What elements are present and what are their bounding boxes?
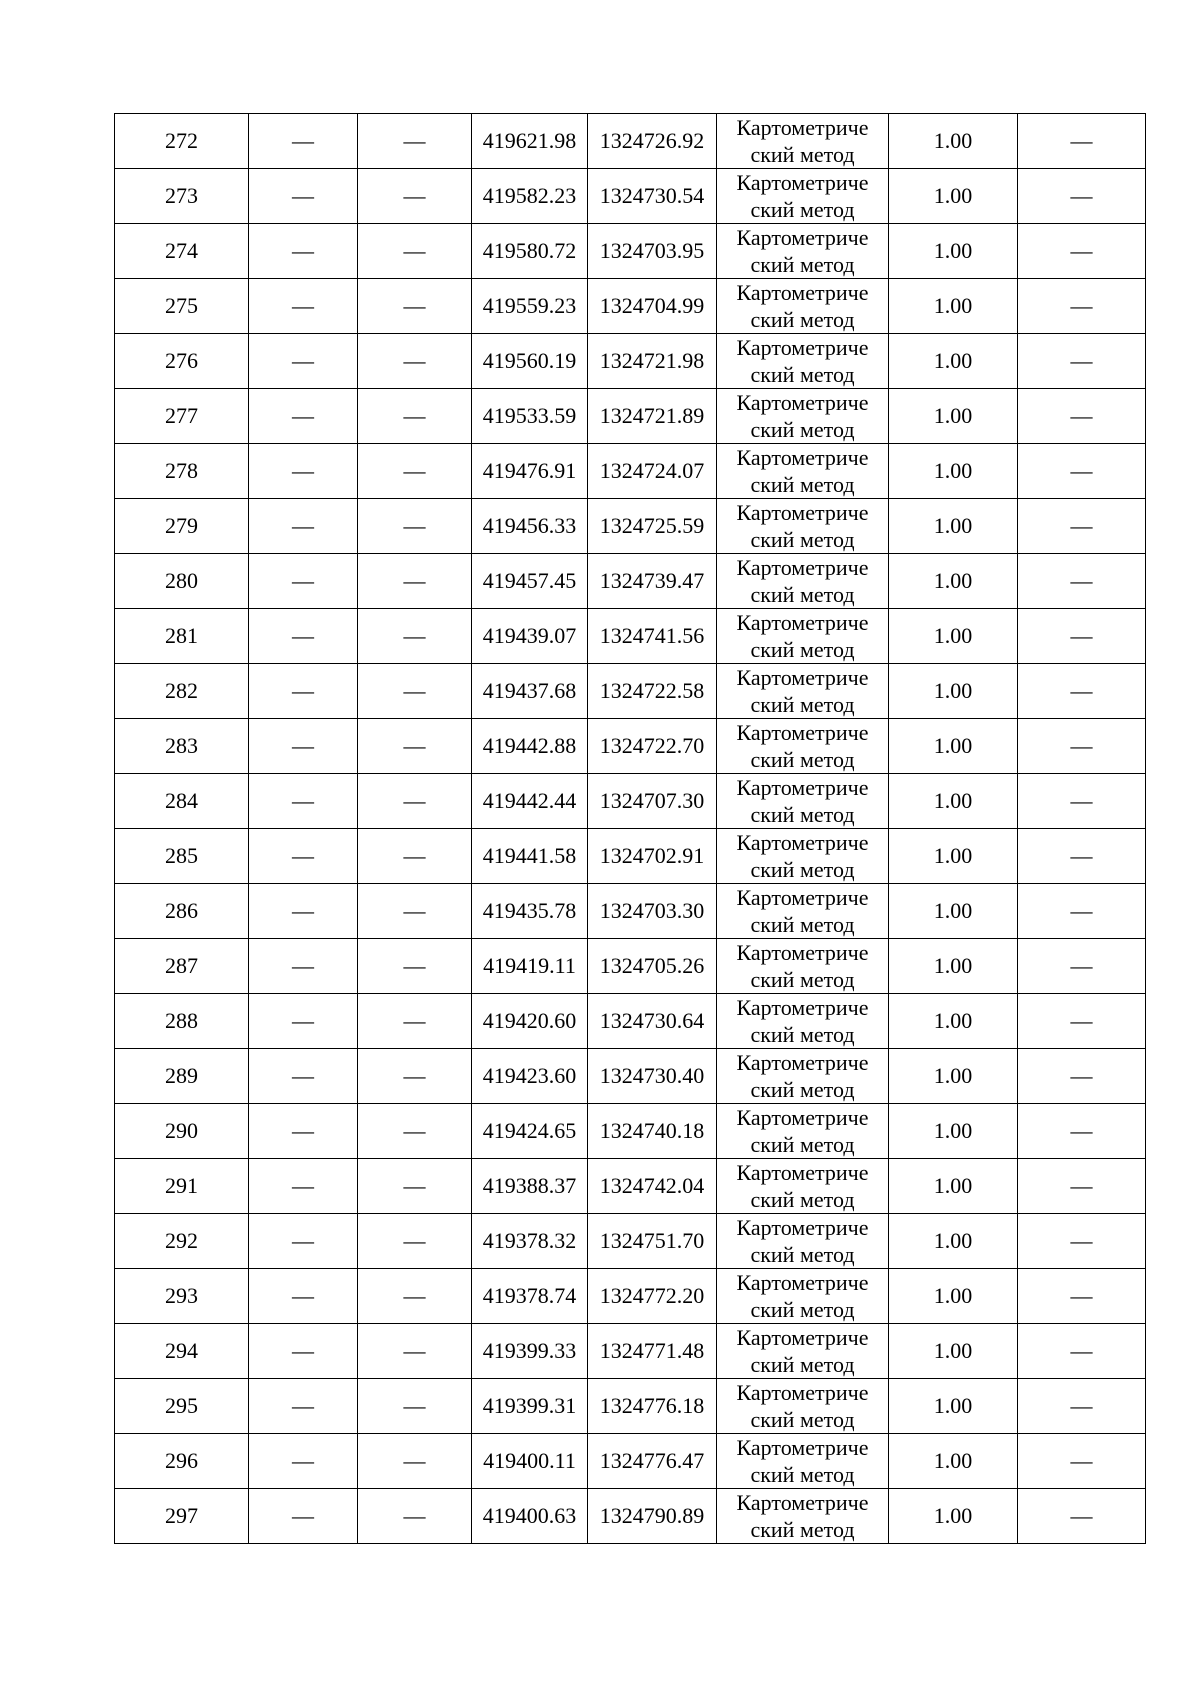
dash-cell: — bbox=[1018, 169, 1146, 224]
dash-cell: — bbox=[249, 1049, 358, 1104]
method-cell bbox=[717, 829, 889, 884]
dash-cell: — bbox=[249, 829, 358, 884]
method-text-line1: Картометриче bbox=[736, 390, 869, 415]
table-row bbox=[115, 994, 1146, 1049]
accuracy-cell: 1.00 bbox=[889, 114, 1018, 169]
method-text-line2: ский метод bbox=[750, 1407, 855, 1432]
y-coordinate-cell: 1324742.04 bbox=[588, 1159, 717, 1214]
method-text-line1: Картометриче bbox=[736, 500, 869, 525]
accuracy-cell: 1.00 bbox=[889, 884, 1018, 939]
dash-cell: — bbox=[249, 169, 358, 224]
method-cell bbox=[717, 609, 889, 664]
x-coordinate-cell: 419621.98 bbox=[472, 114, 588, 169]
y-coordinate-cell: 1324721.98 bbox=[588, 334, 717, 389]
x-coordinate-cell: 419424.65 bbox=[472, 1104, 588, 1159]
accuracy-cell: 1.00 bbox=[889, 444, 1018, 499]
method-text-line1: Картометриче bbox=[736, 720, 869, 745]
point-number-cell: 290 bbox=[115, 1104, 249, 1159]
dash-cell: — bbox=[249, 1214, 358, 1269]
table-row bbox=[115, 829, 1146, 884]
dash-cell: — bbox=[1018, 884, 1146, 939]
method-cell bbox=[717, 499, 889, 554]
dash-cell: — bbox=[249, 114, 358, 169]
point-number-cell: 281 bbox=[115, 609, 249, 664]
dash-cell: — bbox=[1018, 279, 1146, 334]
y-coordinate-cell: 1324704.99 bbox=[588, 279, 717, 334]
method-text-line2: ский метод bbox=[750, 1242, 855, 1267]
y-coordinate-cell: 1324722.58 bbox=[588, 664, 717, 719]
accuracy-cell: 1.00 bbox=[889, 389, 1018, 444]
dash-cell: — bbox=[1018, 334, 1146, 389]
method-text-line1: Картометриче bbox=[736, 775, 869, 800]
method-text-line1: Картометриче bbox=[736, 445, 869, 470]
method-text-line1: Картометриче bbox=[736, 1050, 869, 1075]
table-row bbox=[115, 1434, 1146, 1489]
accuracy-cell: 1.00 bbox=[889, 994, 1018, 1049]
method-cell bbox=[717, 1379, 889, 1434]
dash-cell: — bbox=[358, 1324, 472, 1379]
table-row bbox=[115, 939, 1146, 994]
dash-cell: — bbox=[1018, 1379, 1146, 1434]
x-coordinate-cell: 419378.32 bbox=[472, 1214, 588, 1269]
point-number-cell: 277 bbox=[115, 389, 249, 444]
method-cell bbox=[717, 1269, 889, 1324]
method-cell bbox=[717, 1489, 889, 1544]
point-number-cell: 275 bbox=[115, 279, 249, 334]
method-cell bbox=[717, 444, 889, 499]
method-cell bbox=[717, 664, 889, 719]
point-number-cell: 287 bbox=[115, 939, 249, 994]
dash-cell: — bbox=[358, 1104, 472, 1159]
dash-cell: — bbox=[249, 994, 358, 1049]
dash-cell: — bbox=[249, 444, 358, 499]
accuracy-cell: 1.00 bbox=[889, 1214, 1018, 1269]
method-text-line1: Картометриче bbox=[736, 1380, 869, 1405]
dash-cell: — bbox=[249, 719, 358, 774]
method-text-line2: ский метод bbox=[750, 527, 855, 552]
method-text-line2: ский метод bbox=[750, 912, 855, 937]
x-coordinate-cell: 419441.58 bbox=[472, 829, 588, 884]
y-coordinate-cell: 1324707.30 bbox=[588, 774, 717, 829]
method-cell bbox=[717, 114, 889, 169]
point-number-cell: 286 bbox=[115, 884, 249, 939]
accuracy-cell: 1.00 bbox=[889, 664, 1018, 719]
method-text-line2: ский метод bbox=[750, 417, 855, 442]
method-text-line2: ский метод bbox=[750, 747, 855, 772]
x-coordinate-cell: 419476.91 bbox=[472, 444, 588, 499]
y-coordinate-cell: 1324725.59 bbox=[588, 499, 717, 554]
point-number-cell: 297 bbox=[115, 1489, 249, 1544]
dash-cell: — bbox=[249, 334, 358, 389]
dash-cell: — bbox=[358, 279, 472, 334]
method-text-line1: Картометриче bbox=[736, 170, 869, 195]
method-text-line1: Картометриче bbox=[736, 995, 869, 1020]
dash-cell: — bbox=[358, 939, 472, 994]
table-row bbox=[115, 1049, 1146, 1104]
dash-cell: — bbox=[249, 664, 358, 719]
method-text-line2: ский метод bbox=[750, 1187, 855, 1212]
x-coordinate-cell: 419533.59 bbox=[472, 389, 588, 444]
x-coordinate-cell: 419457.45 bbox=[472, 554, 588, 609]
point-number-cell: 284 bbox=[115, 774, 249, 829]
method-text-line2: ский метод bbox=[750, 197, 855, 222]
table-row bbox=[115, 719, 1146, 774]
method-text-line1: Картометриче bbox=[736, 830, 869, 855]
dash-cell: — bbox=[249, 609, 358, 664]
x-coordinate-cell: 419437.68 bbox=[472, 664, 588, 719]
dash-cell: — bbox=[1018, 1324, 1146, 1379]
y-coordinate-cell: 1324721.89 bbox=[588, 389, 717, 444]
method-text-line1: Картометриче bbox=[736, 1160, 869, 1185]
dash-cell: — bbox=[249, 1379, 358, 1434]
point-number-cell: 289 bbox=[115, 1049, 249, 1104]
x-coordinate-cell: 419442.88 bbox=[472, 719, 588, 774]
method-cell bbox=[717, 279, 889, 334]
x-coordinate-cell: 419378.74 bbox=[472, 1269, 588, 1324]
method-text-line1: Картометриче bbox=[736, 885, 869, 910]
dash-cell: — bbox=[358, 994, 472, 1049]
method-cell bbox=[717, 1434, 889, 1489]
method-text-line2: ский метод bbox=[750, 142, 855, 167]
point-number-cell: 282 bbox=[115, 664, 249, 719]
method-text-line1: Картометриче bbox=[736, 555, 869, 580]
dash-cell: — bbox=[358, 719, 472, 774]
dash-cell: — bbox=[358, 114, 472, 169]
point-number-cell: 278 bbox=[115, 444, 249, 499]
x-coordinate-cell: 419582.23 bbox=[472, 169, 588, 224]
point-number-cell: 296 bbox=[115, 1434, 249, 1489]
dash-cell: — bbox=[1018, 1434, 1146, 1489]
dash-cell: — bbox=[1018, 829, 1146, 884]
dash-cell: — bbox=[358, 829, 472, 884]
x-coordinate-cell: 419560.19 bbox=[472, 334, 588, 389]
y-coordinate-cell: 1324771.48 bbox=[588, 1324, 717, 1379]
dash-cell: — bbox=[1018, 994, 1146, 1049]
method-text-line2: ский метод bbox=[750, 692, 855, 717]
method-text-line1: Картометриче bbox=[736, 1490, 869, 1515]
method-text-line2: ский метод bbox=[750, 307, 855, 332]
y-coordinate-cell: 1324730.64 bbox=[588, 994, 717, 1049]
y-coordinate-cell: 1324740.18 bbox=[588, 1104, 717, 1159]
method-text-line2: ский метод bbox=[750, 857, 855, 882]
table-row bbox=[115, 169, 1146, 224]
method-cell bbox=[717, 1049, 889, 1104]
dash-cell: — bbox=[1018, 554, 1146, 609]
point-number-cell: 280 bbox=[115, 554, 249, 609]
method-text-line2: ский метод bbox=[750, 637, 855, 662]
dash-cell: — bbox=[1018, 609, 1146, 664]
accuracy-cell: 1.00 bbox=[889, 1049, 1018, 1104]
dash-cell: — bbox=[1018, 1214, 1146, 1269]
y-coordinate-cell: 1324703.30 bbox=[588, 884, 717, 939]
accuracy-cell: 1.00 bbox=[889, 1159, 1018, 1214]
dash-cell: — bbox=[1018, 719, 1146, 774]
y-coordinate-cell: 1324730.54 bbox=[588, 169, 717, 224]
table-row bbox=[115, 664, 1146, 719]
x-coordinate-cell: 419559.23 bbox=[472, 279, 588, 334]
accuracy-cell: 1.00 bbox=[889, 554, 1018, 609]
method-cell bbox=[717, 884, 889, 939]
table-row bbox=[115, 1379, 1146, 1434]
accuracy-cell: 1.00 bbox=[889, 829, 1018, 884]
dash-cell: — bbox=[249, 499, 358, 554]
dash-cell: — bbox=[249, 884, 358, 939]
method-text-line2: ский метод bbox=[750, 1077, 855, 1102]
dash-cell: — bbox=[1018, 664, 1146, 719]
method-text-line1: Картометриче bbox=[736, 1105, 869, 1130]
method-text-line2: ский метод bbox=[750, 472, 855, 497]
x-coordinate-cell: 419420.60 bbox=[472, 994, 588, 1049]
x-coordinate-cell: 419399.33 bbox=[472, 1324, 588, 1379]
x-coordinate-cell: 419400.11 bbox=[472, 1434, 588, 1489]
method-text-line2: ский метод bbox=[750, 1352, 855, 1377]
table-row bbox=[115, 389, 1146, 444]
y-coordinate-cell: 1324703.95 bbox=[588, 224, 717, 279]
method-text-line1: Картометриче bbox=[736, 225, 869, 250]
accuracy-cell: 1.00 bbox=[889, 939, 1018, 994]
dash-cell: — bbox=[358, 499, 472, 554]
dash-cell: — bbox=[249, 1434, 358, 1489]
dash-cell: — bbox=[1018, 499, 1146, 554]
table-row bbox=[115, 334, 1146, 389]
accuracy-cell: 1.00 bbox=[889, 1324, 1018, 1379]
method-cell bbox=[717, 719, 889, 774]
dash-cell: — bbox=[1018, 1104, 1146, 1159]
point-number-cell: 295 bbox=[115, 1379, 249, 1434]
point-number-cell: 293 bbox=[115, 1269, 249, 1324]
dash-cell: — bbox=[1018, 114, 1146, 169]
accuracy-cell: 1.00 bbox=[889, 1489, 1018, 1544]
point-number-cell: 294 bbox=[115, 1324, 249, 1379]
table-row bbox=[115, 609, 1146, 664]
y-coordinate-cell: 1324722.70 bbox=[588, 719, 717, 774]
method-cell bbox=[717, 1214, 889, 1269]
method-text-line2: ский метод bbox=[750, 252, 855, 277]
dash-cell: — bbox=[249, 1159, 358, 1214]
x-coordinate-cell: 419439.07 bbox=[472, 609, 588, 664]
accuracy-cell: 1.00 bbox=[889, 1379, 1018, 1434]
x-coordinate-cell: 419388.37 bbox=[472, 1159, 588, 1214]
table-row bbox=[115, 114, 1146, 169]
accuracy-cell: 1.00 bbox=[889, 609, 1018, 664]
point-number-cell: 292 bbox=[115, 1214, 249, 1269]
method-cell bbox=[717, 1159, 889, 1214]
accuracy-cell: 1.00 bbox=[889, 279, 1018, 334]
table-row bbox=[115, 884, 1146, 939]
x-coordinate-cell: 419435.78 bbox=[472, 884, 588, 939]
dash-cell: — bbox=[358, 224, 472, 279]
dash-cell: — bbox=[1018, 224, 1146, 279]
dash-cell: — bbox=[358, 1434, 472, 1489]
y-coordinate-cell: 1324776.47 bbox=[588, 1434, 717, 1489]
point-number-cell: 276 bbox=[115, 334, 249, 389]
point-number-cell: 288 bbox=[115, 994, 249, 1049]
method-cell bbox=[717, 1324, 889, 1379]
table-row bbox=[115, 774, 1146, 829]
method-cell bbox=[717, 224, 889, 279]
table-body bbox=[115, 114, 1146, 1544]
dash-cell: — bbox=[249, 939, 358, 994]
dash-cell: — bbox=[1018, 1159, 1146, 1214]
dash-cell: — bbox=[249, 279, 358, 334]
point-number-cell: 274 bbox=[115, 224, 249, 279]
coordinates-table bbox=[114, 113, 1146, 1544]
accuracy-cell: 1.00 bbox=[889, 1269, 1018, 1324]
dash-cell: — bbox=[1018, 1269, 1146, 1324]
dash-cell: — bbox=[358, 664, 472, 719]
dash-cell: — bbox=[1018, 389, 1146, 444]
dash-cell: — bbox=[249, 554, 358, 609]
method-text-line2: ский метод bbox=[750, 362, 855, 387]
accuracy-cell: 1.00 bbox=[889, 719, 1018, 774]
accuracy-cell: 1.00 bbox=[889, 1104, 1018, 1159]
table-row bbox=[115, 1324, 1146, 1379]
table-row bbox=[115, 279, 1146, 334]
table-row bbox=[115, 224, 1146, 279]
y-coordinate-cell: 1324790.89 bbox=[588, 1489, 717, 1544]
dash-cell: — bbox=[249, 1104, 358, 1159]
accuracy-cell: 1.00 bbox=[889, 1434, 1018, 1489]
method-text-line1: Картометриче bbox=[736, 1435, 869, 1460]
method-cell bbox=[717, 994, 889, 1049]
accuracy-cell: 1.00 bbox=[889, 774, 1018, 829]
point-number-cell: 279 bbox=[115, 499, 249, 554]
dash-cell: — bbox=[249, 1324, 358, 1379]
method-text-line1: Картометриче bbox=[736, 1215, 869, 1240]
method-text-line1: Картометриче bbox=[736, 665, 869, 690]
x-coordinate-cell: 419442.44 bbox=[472, 774, 588, 829]
y-coordinate-cell: 1324772.20 bbox=[588, 1269, 717, 1324]
x-coordinate-cell: 419423.60 bbox=[472, 1049, 588, 1104]
method-text-line1: Картометриче bbox=[736, 335, 869, 360]
table-row bbox=[115, 1104, 1146, 1159]
method-cell bbox=[717, 774, 889, 829]
table-row bbox=[115, 1489, 1146, 1544]
y-coordinate-cell: 1324730.40 bbox=[588, 1049, 717, 1104]
x-coordinate-cell: 419580.72 bbox=[472, 224, 588, 279]
x-coordinate-cell: 419419.11 bbox=[472, 939, 588, 994]
dash-cell: — bbox=[358, 444, 472, 499]
method-text-line1: Картометриче bbox=[736, 1270, 869, 1295]
dash-cell: — bbox=[1018, 939, 1146, 994]
table-row bbox=[115, 554, 1146, 609]
dash-cell: — bbox=[1018, 444, 1146, 499]
y-coordinate-cell: 1324751.70 bbox=[588, 1214, 717, 1269]
method-text-line2: ский метод bbox=[750, 1517, 855, 1542]
table-row bbox=[115, 1269, 1146, 1324]
point-number-cell: 285 bbox=[115, 829, 249, 884]
accuracy-cell: 1.00 bbox=[889, 224, 1018, 279]
method-cell bbox=[717, 939, 889, 994]
method-cell bbox=[717, 169, 889, 224]
method-cell bbox=[717, 554, 889, 609]
dash-cell: — bbox=[249, 774, 358, 829]
dash-cell: — bbox=[249, 1489, 358, 1544]
method-text-line2: ский метод bbox=[750, 1462, 855, 1487]
dash-cell: — bbox=[358, 1049, 472, 1104]
method-text-line2: ский метод bbox=[750, 582, 855, 607]
table-row bbox=[115, 1159, 1146, 1214]
method-text-line1: Картометриче bbox=[736, 115, 869, 140]
dash-cell: — bbox=[358, 169, 472, 224]
method-cell bbox=[717, 334, 889, 389]
dash-cell: — bbox=[1018, 1489, 1146, 1544]
x-coordinate-cell: 419400.63 bbox=[472, 1489, 588, 1544]
dash-cell: — bbox=[358, 389, 472, 444]
dash-cell: — bbox=[358, 334, 472, 389]
y-coordinate-cell: 1324726.92 bbox=[588, 114, 717, 169]
method-text-line1: Картометриче bbox=[736, 1325, 869, 1350]
dash-cell: — bbox=[1018, 774, 1146, 829]
dash-cell: — bbox=[358, 609, 472, 664]
method-text-line2: ский метод bbox=[750, 1022, 855, 1047]
dash-cell: — bbox=[358, 1214, 472, 1269]
accuracy-cell: 1.00 bbox=[889, 499, 1018, 554]
table-row bbox=[115, 444, 1146, 499]
dash-cell: — bbox=[249, 1269, 358, 1324]
dash-cell: — bbox=[249, 224, 358, 279]
dash-cell: — bbox=[358, 1489, 472, 1544]
method-text-line2: ский метод bbox=[750, 1132, 855, 1157]
point-number-cell: 291 bbox=[115, 1159, 249, 1214]
method-text-line1: Картометриче bbox=[736, 940, 869, 965]
point-number-cell: 273 bbox=[115, 169, 249, 224]
table-row bbox=[115, 1214, 1146, 1269]
accuracy-cell: 1.00 bbox=[889, 169, 1018, 224]
y-coordinate-cell: 1324724.07 bbox=[588, 444, 717, 499]
y-coordinate-cell: 1324702.91 bbox=[588, 829, 717, 884]
method-text-line1: Картометриче bbox=[736, 280, 869, 305]
dash-cell: — bbox=[1018, 1049, 1146, 1104]
method-text-line2: ский метод bbox=[750, 1297, 855, 1322]
method-text-line2: ский метод bbox=[750, 802, 855, 827]
method-text-line1: Картометриче bbox=[736, 610, 869, 635]
y-coordinate-cell: 1324739.47 bbox=[588, 554, 717, 609]
dash-cell: — bbox=[358, 774, 472, 829]
y-coordinate-cell: 1324741.56 bbox=[588, 609, 717, 664]
dash-cell: — bbox=[358, 1159, 472, 1214]
point-number-cell: 283 bbox=[115, 719, 249, 774]
dash-cell: — bbox=[358, 884, 472, 939]
method-cell bbox=[717, 1104, 889, 1159]
method-cell bbox=[717, 389, 889, 444]
x-coordinate-cell: 419456.33 bbox=[472, 499, 588, 554]
point-number-cell: 272 bbox=[115, 114, 249, 169]
y-coordinate-cell: 1324705.26 bbox=[588, 939, 717, 994]
accuracy-cell: 1.00 bbox=[889, 334, 1018, 389]
dash-cell: — bbox=[249, 389, 358, 444]
y-coordinate-cell: 1324776.18 bbox=[588, 1379, 717, 1434]
dash-cell: — bbox=[358, 1379, 472, 1434]
table-row bbox=[115, 499, 1146, 554]
dash-cell: — bbox=[358, 554, 472, 609]
method-text-line2: ский метод bbox=[750, 967, 855, 992]
x-coordinate-cell: 419399.31 bbox=[472, 1379, 588, 1434]
dash-cell: — bbox=[358, 1269, 472, 1324]
